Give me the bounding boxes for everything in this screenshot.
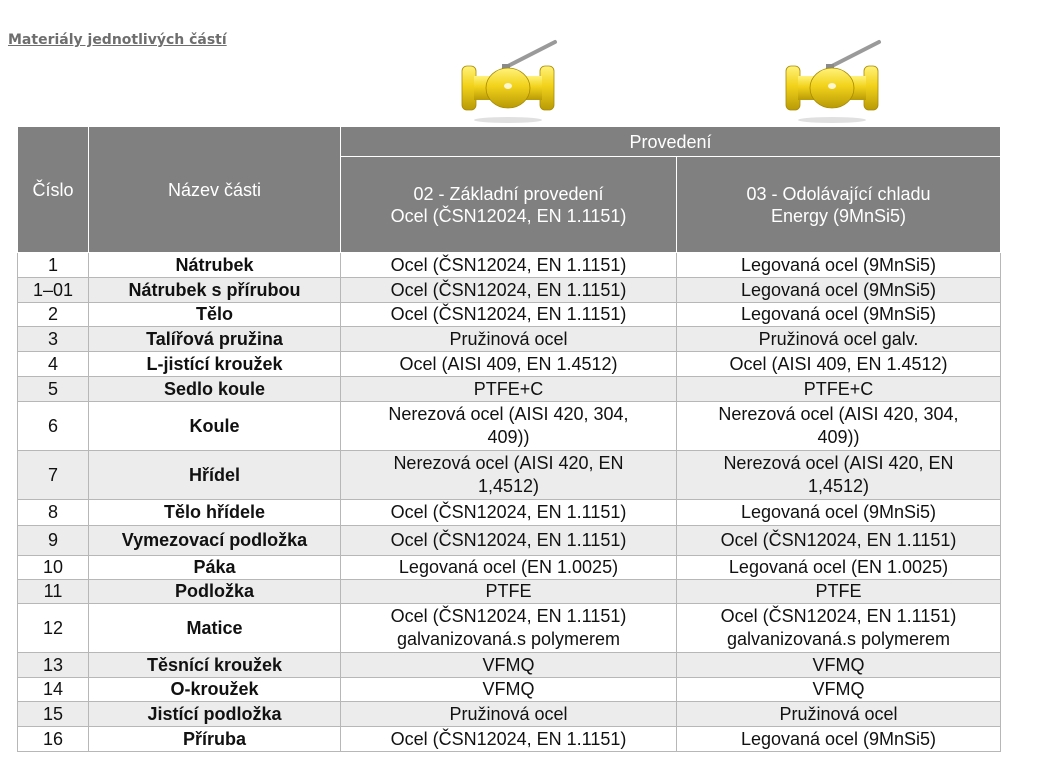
section-heading: Materiály jednotlivých částí xyxy=(8,32,227,48)
material-standard: Nerezová ocel (AISI 420, 304, 409)) xyxy=(341,402,677,451)
material-cold: PTFE+C xyxy=(677,377,1001,402)
material-standard: Pružinová ocel xyxy=(341,327,677,352)
material-cold: Ocel (ČSN12024, EN 1.1151) galvanizovaná.s polymerem xyxy=(677,604,1001,653)
table-row xyxy=(18,253,1001,278)
part-number: 4 xyxy=(18,352,89,377)
col-header-variant-standard: 02 - Základní provedení Ocel (ČSN12024, EN 1.1151) xyxy=(341,157,677,253)
table-row xyxy=(18,727,1001,752)
part-number: 16 xyxy=(18,727,89,752)
material-standard: PTFE xyxy=(341,580,677,604)
ball-valve-image-standard xyxy=(458,38,558,126)
material-standard: Ocel (ČSN12024, EN 1.1151) xyxy=(341,303,677,327)
table-row xyxy=(18,653,1001,678)
col-header-group: Provedení xyxy=(341,127,1001,157)
part-number: 6 xyxy=(18,402,89,451)
material-cold: PTFE xyxy=(677,580,1001,604)
table-row xyxy=(18,402,1001,451)
material-cold: VFMQ xyxy=(677,678,1001,702)
material-cold: Nerezová ocel (AISI 420, 304, 409)) xyxy=(677,402,1001,451)
part-name: Jistící podložka xyxy=(89,702,341,727)
part-name: O-kroužek xyxy=(89,678,341,702)
material-standard: Ocel (ČSN12024, EN 1.1151) xyxy=(341,526,677,556)
part-number: 9 xyxy=(18,526,89,556)
part-name: Talířová pružina xyxy=(89,327,341,352)
part-number: 2 xyxy=(18,303,89,327)
table-row xyxy=(18,327,1001,352)
part-number: 12 xyxy=(18,604,89,653)
table-row xyxy=(18,702,1001,727)
part-name: Matice xyxy=(89,604,341,653)
part-number: 10 xyxy=(18,556,89,580)
material-standard: Nerezová ocel (AISI 420, EN 1,4512) xyxy=(341,451,677,500)
material-standard: PTFE+C xyxy=(341,377,677,402)
materials-table xyxy=(17,126,1001,752)
material-cold: Ocel (ČSN12024, EN 1.1151) xyxy=(677,526,1001,556)
table-row xyxy=(18,278,1001,303)
part-number: 13 xyxy=(18,653,89,678)
table-row xyxy=(18,352,1001,377)
col-header-variant-cold: 03 - Odolávající chladu Energy (9MnSi5) xyxy=(677,157,1001,253)
ball-valve-image-cold-resistant xyxy=(782,38,882,126)
material-standard: Ocel (ČSN12024, EN 1.1151) galvanizovaná.s polymerem xyxy=(341,604,677,653)
part-name: L-jistící kroužek xyxy=(89,352,341,377)
material-cold: Nerezová ocel (AISI 420, EN 1,4512) xyxy=(677,451,1001,500)
material-standard: VFMQ xyxy=(341,653,677,678)
table-row xyxy=(18,500,1001,526)
col-header-name: Název části xyxy=(89,127,341,253)
part-name: Tělo xyxy=(89,303,341,327)
material-standard: Ocel (ČSN12024, EN 1.1151) xyxy=(341,278,677,303)
part-name: Páka xyxy=(89,556,341,580)
part-name: Příruba xyxy=(89,727,341,752)
material-standard: Pružinová ocel xyxy=(341,702,677,727)
part-name: Nátrubek s přírubou xyxy=(89,278,341,303)
material-cold: VFMQ xyxy=(677,653,1001,678)
material-standard: VFMQ xyxy=(341,678,677,702)
part-name: Těsnící kroužek xyxy=(89,653,341,678)
table-row xyxy=(18,604,1001,653)
table-row xyxy=(18,678,1001,702)
part-number: 15 xyxy=(18,702,89,727)
col-header-number: Číslo xyxy=(18,127,89,253)
table-row xyxy=(18,526,1001,556)
material-standard: Legovaná ocel (EN 1.0025) xyxy=(341,556,677,580)
part-number: 5 xyxy=(18,377,89,402)
material-cold: Legovaná ocel (EN 1.0025) xyxy=(677,556,1001,580)
part-number: 11 xyxy=(18,580,89,604)
part-number: 1 xyxy=(18,253,89,278)
table-row xyxy=(18,556,1001,580)
material-cold: Legovaná ocel (9MnSi5) xyxy=(677,253,1001,278)
part-name: Sedlo koule xyxy=(89,377,341,402)
part-number: 8 xyxy=(18,500,89,526)
part-name: Nátrubek xyxy=(89,253,341,278)
material-cold: Legovaná ocel (9MnSi5) xyxy=(677,727,1001,752)
material-standard: Ocel (ČSN12024, EN 1.1151) xyxy=(341,727,677,752)
material-standard: Ocel (AISI 409, EN 1.4512) xyxy=(341,352,677,377)
table-row xyxy=(18,303,1001,327)
part-name: Podložka xyxy=(89,580,341,604)
part-name: Koule xyxy=(89,402,341,451)
part-name: Vymezovací podložka xyxy=(89,526,341,556)
material-cold: Legovaná ocel (9MnSi5) xyxy=(677,278,1001,303)
table-row xyxy=(18,377,1001,402)
part-name: Hřídel xyxy=(89,451,341,500)
part-number: 14 xyxy=(18,678,89,702)
part-number: 3 xyxy=(18,327,89,352)
part-name: Tělo hřídele xyxy=(89,500,341,526)
material-cold: Legovaná ocel (9MnSi5) xyxy=(677,303,1001,327)
part-number: 1–01 xyxy=(18,278,89,303)
material-standard: Ocel (ČSN12024, EN 1.1151) xyxy=(341,253,677,278)
table-row xyxy=(18,580,1001,604)
material-cold: Pružinová ocel xyxy=(677,702,1001,727)
table-row xyxy=(18,451,1001,500)
material-cold: Ocel (AISI 409, EN 1.4512) xyxy=(677,352,1001,377)
material-standard: Ocel (ČSN12024, EN 1.1151) xyxy=(341,500,677,526)
material-cold: Pružinová ocel galv. xyxy=(677,327,1001,352)
part-number: 7 xyxy=(18,451,89,500)
material-cold: Legovaná ocel (9MnSi5) xyxy=(677,500,1001,526)
